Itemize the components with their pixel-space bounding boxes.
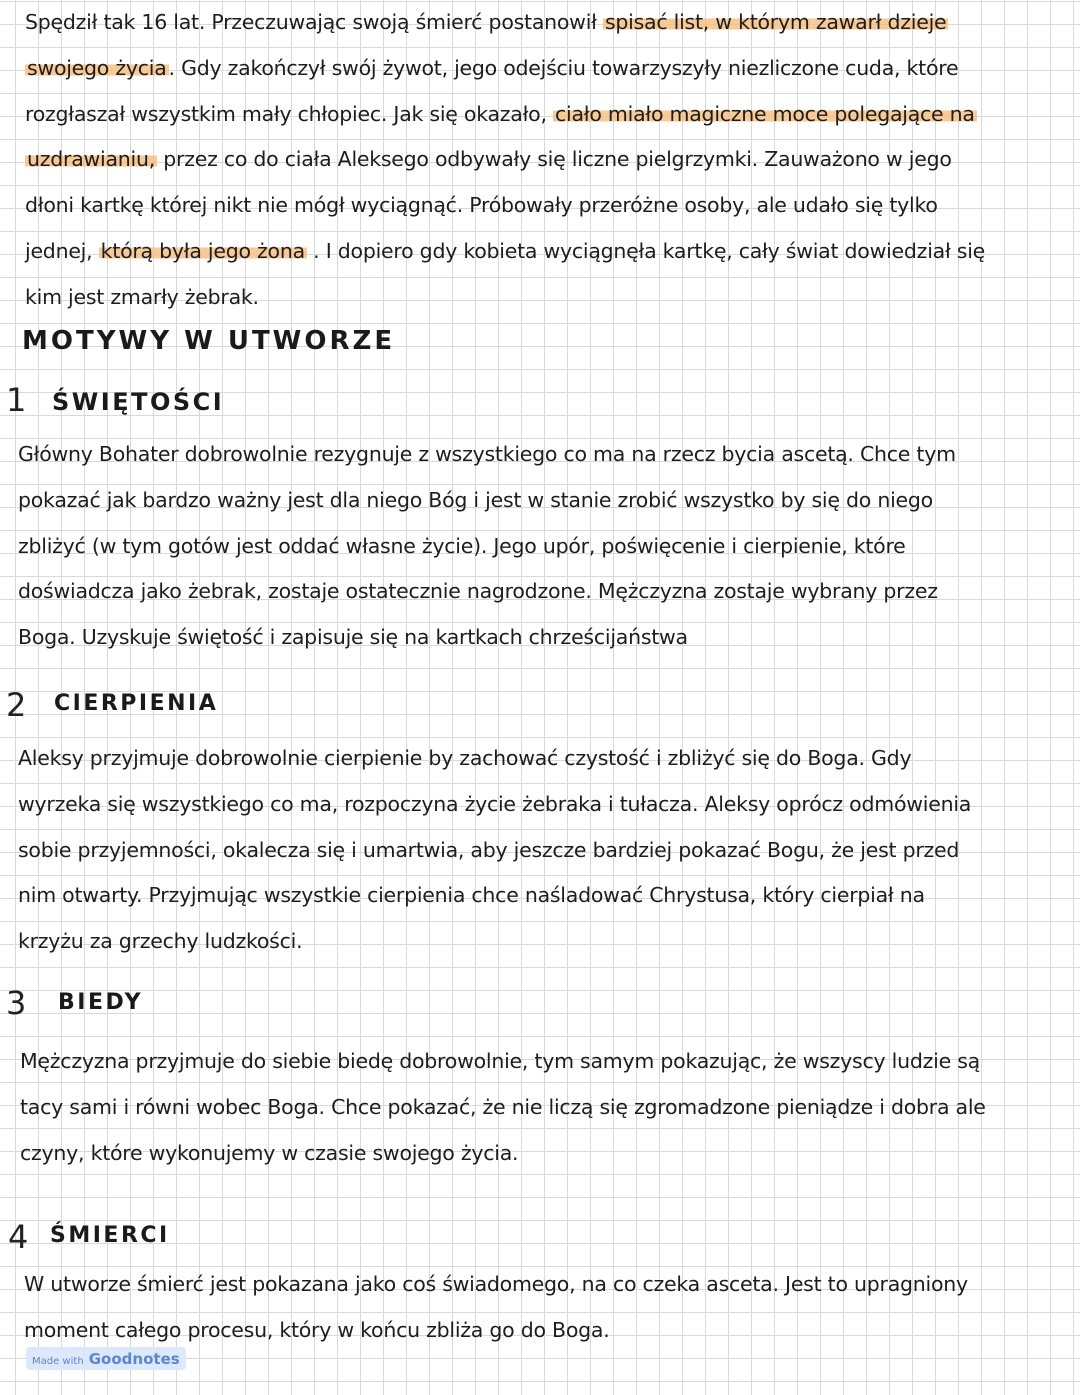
intro-line — [25, 0, 1075, 46]
paragraph-line: wyrzeka się wszystkiego co ma, rozpoczyna życie żebraka i tułacza. Aleksy oprócz odmówienia — [18, 791, 972, 816]
intro-line: kim jest zmarły żebrak. — [25, 284, 259, 309]
intro-line: dłoni kartkę której nikt nie mógł wyciągnąć. Próbowały przeróżne osoby, ale udało się tylko — [25, 193, 938, 218]
highlighted-text: którą była jego żona — [100, 238, 305, 263]
paragraph-line: krzyżu za grzechy ludzkości. — [18, 929, 303, 954]
section-paragraph — [18, 432, 1073, 661]
text-run: rozgłaszał wszystkim mały chłopiec. Jak się okazało, — [25, 101, 553, 126]
highlighted-text: spisać list, w którym zawarł dzieje — [604, 10, 947, 34]
section-number: 3 — [6, 984, 27, 1022]
goodnotes-watermark — [26, 1347, 186, 1370]
section-heading: CIERPIENIA — [54, 691, 219, 716]
highlighted-text: swojego życia — [27, 55, 167, 80]
intro-line — [25, 137, 1075, 183]
text-run: przez co do ciała Aleksego odbywały się liczne pielgrzymki. Zauważono w jego — [156, 147, 952, 172]
watermark-prefix: Made with — [32, 1356, 84, 1367]
intro-line — [25, 92, 1075, 138]
watermark-brand: Goodnotes — [88, 1350, 180, 1368]
paragraph-line: moment całego procesu, który w końcu zbliża go do Boga. — [24, 1317, 610, 1342]
section-heading: ŚWIĘTOŚCI — [52, 388, 225, 416]
text-run: Spędził tak 16 lat. Przeczuwając swoją śmierć postanowił — [25, 10, 603, 34]
paragraph-line: Boga. Uzyskuje świętość i zapisuje się na kartkach chrześcijaństwa — [18, 625, 688, 650]
intro-line — [25, 46, 1075, 92]
text-run: jednej, — [25, 238, 99, 263]
paragraph-line: czyny, które wykonujemy w czasie swojego życia. — [20, 1140, 519, 1165]
section-number: 1 — [6, 381, 27, 419]
paragraph-line: sobie przyjemności, okalecza się i umartwia, aby jeszcze bardziej pokazać Bogu, że jest przed — [18, 837, 960, 862]
paragraph-line: W utworze śmierć jest pokazana jako coś świadomego, na co czeka asceta. Jest to upragniony — [24, 1272, 968, 1296]
paragraph-line: Główny Bohater dobrowolnie rezygnuje z wszystkiego co ma na rzecz bycia ascetą. Chce tym — [18, 442, 956, 466]
paragraph-line: Mężczyzna przyjmuje do siebie biedę dobrowolnie, tym samym pokazując, że wszyscy ludzie są — [20, 1049, 980, 1073]
section-paragraph — [18, 736, 1073, 965]
highlighted-text: uzdrawianiu, — [27, 147, 155, 172]
intro-paragraph — [25, 0, 1075, 321]
paragraph-line: pokazać jak bardzo ważny jest dla niego Bóg i jest w stanie zrobić wszystko by się do niego — [18, 487, 933, 512]
section-number: 4 — [8, 1218, 29, 1256]
section-paragraph — [24, 1262, 1074, 1354]
section-heading: ŚMIERCI — [50, 1223, 170, 1248]
section-heading: BIEDY — [58, 990, 144, 1015]
motives-title: MOTYWY W UTWORZE — [22, 326, 396, 356]
text-run: . Gdy zakończył swój żywot, jego odejściu towarzyszyły niezliczone cuda, które — [168, 55, 959, 80]
paragraph-line: nim otwarty. Przyjmując wszystkie cierpienia chce naśladować Chrystusa, który cierpiał na — [18, 883, 925, 908]
section-paragraph — [20, 1039, 1075, 1176]
paragraph-line: zbliżyć (w tym gotów jest oddać własne życie). Jego upór, poświęcenie i cierpienie, które — [18, 533, 906, 558]
intro-line — [25, 229, 1075, 275]
paragraph-line: Aleksy przyjmuje dobrowolnie cierpienie by zachować czystość i zbliżyć się do Boga. Gdy — [18, 746, 912, 770]
text-run: . I dopiero gdy kobieta wyciągnęła kartkę, cały świat dowiedział się — [306, 238, 986, 263]
section-number: 2 — [6, 686, 27, 724]
paragraph-line: tacy sami i równi wobec Boga. Chce pokazać, że nie liczą się zgromadzone pieniądze i dobra ale — [20, 1094, 986, 1119]
highlighted-text: ciało miało magiczne moce polegające na — [555, 101, 975, 126]
paragraph-line: doświadcza jako żebrak, zostaje ostatecznie nagrodzone. Mężczyzna zostaje wybrany przez — [18, 579, 938, 604]
